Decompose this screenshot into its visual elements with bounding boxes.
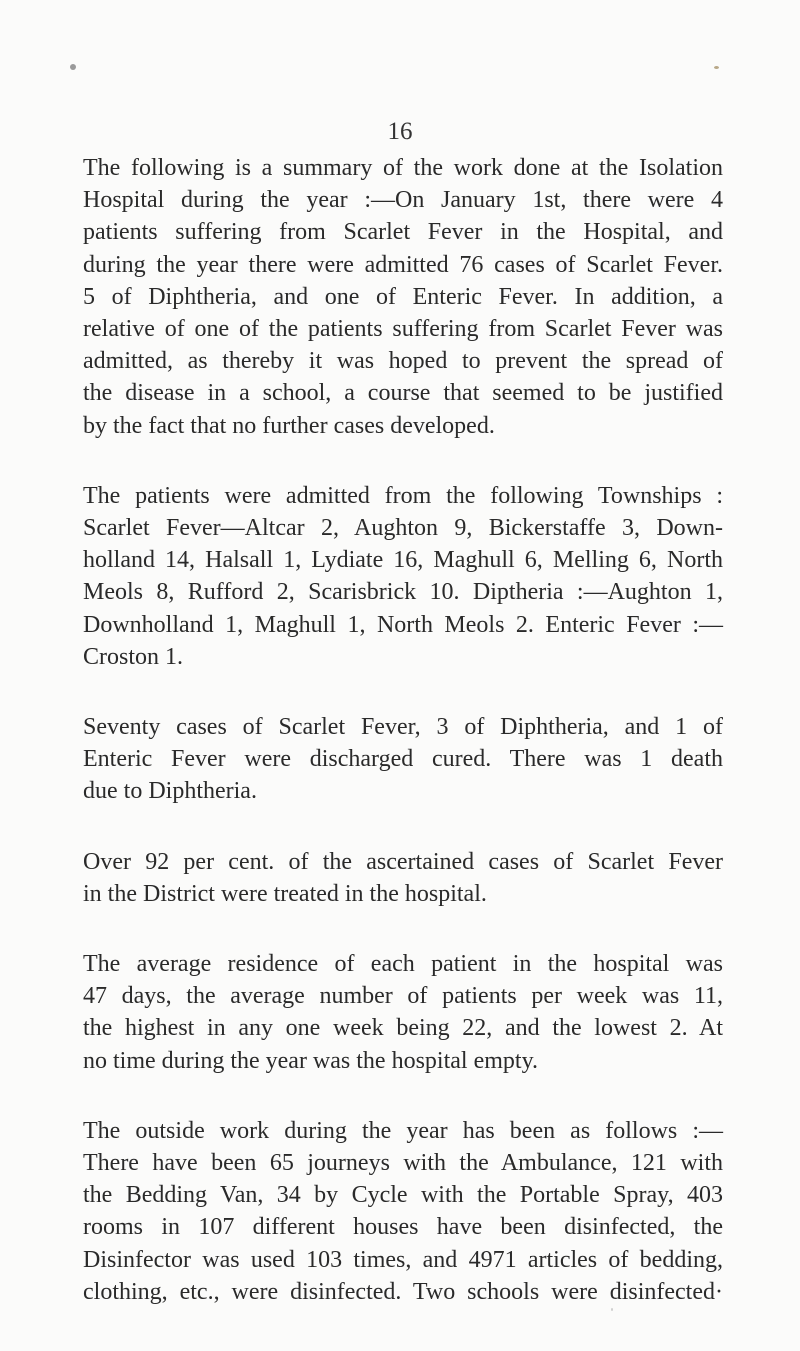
paragraph-isolation-summary (83, 152, 723, 442)
text-line: due to Diphtheria. (83, 778, 257, 805)
text-line: the highest in any one week being 22, and the lowest 2. At (83, 1015, 723, 1042)
text-line: Hospital during the year :—On January 1st, there were 4 (83, 187, 723, 214)
text-line: Seventy cases of Scarlet Fever, 3 of Diphtheria, and 1 of (83, 714, 723, 741)
body-text (83, 152, 723, 1346)
text-line: 47 days, the average number of patients per week was 11, (83, 983, 723, 1010)
paragraph-percentage-treated (83, 846, 723, 910)
page-number: 16 (387, 118, 413, 145)
text-line: holland 14, Halsall 1, Lydiate 16, Maghull 6, Melling 6, North (83, 547, 723, 574)
text-line: during the year there were admitted 76 cases of Scarlet Fever. (83, 251, 723, 278)
text-line: Scarlet Fever—Altcar 2, Aughton 9, Bickerstaffe 3, Down- (83, 515, 723, 542)
paragraph-townships (83, 480, 723, 673)
text-line: The outside work during the year has been as follows :— (83, 1117, 723, 1144)
text-line: rooms in 107 different houses have been disinfected, the (83, 1214, 723, 1241)
text-line: 5 of Diphtheria, and one of Enteric Fever. In addition, a (83, 283, 723, 310)
text-line: no time during the year was the hospital empty. (83, 1047, 539, 1074)
paragraph-average-residence (83, 948, 723, 1077)
paper-speck (714, 66, 719, 69)
text-line: Over 92 per cent. of the ascertained cases of Scarlet Fever (83, 848, 723, 875)
text-line: Croston 1. (83, 643, 184, 670)
text-line: There have been 65 journeys with the Ambulance, 121 with (83, 1150, 723, 1177)
text-line: The average residence of each patient in the hospital was (83, 951, 723, 978)
text-line: Meols 8, Rufford 2, Scarisbrick 10. Diptheria :—Aughton 1, (83, 579, 723, 606)
text-line: The patients were admitted from the following Townships : (83, 482, 723, 509)
text-line: Downholland 1, Maghull 1, North Meols 2. Enteric Fever :— (83, 611, 723, 638)
paper-speck (70, 64, 76, 70)
paragraph-discharged (83, 711, 723, 808)
text-line: in the District were treated in the hospital. (83, 880, 487, 907)
text-line: The following is a summary of the work done at the Isolation (83, 155, 723, 181)
text-line: clothing, etc., were disinfected. Two schools were disinfected· (83, 1278, 723, 1305)
text-line: patients suffering from Scarlet Fever in the Hospital, and (83, 219, 723, 246)
text-line: admitted, as thereby it was hoped to prevent the spread of (83, 348, 723, 375)
text-line: the Bedding Van, 34 by Cycle with the Portable Spray, 403 (83, 1182, 723, 1209)
paragraph-outside-work (83, 1115, 723, 1308)
text-line: relative of one of the patients suffering from Scarlet Fever was (83, 316, 723, 343)
text-line: the disease in a school, a course that seemed to be justified (83, 380, 723, 407)
text-line: Enteric Fever were discharged cured. There was 1 death (83, 746, 723, 773)
text-line: by the fact that no further cases developed. (83, 412, 495, 439)
text-line: Disinfector was used 103 times, and 4971 articles of bedding, (83, 1246, 723, 1273)
